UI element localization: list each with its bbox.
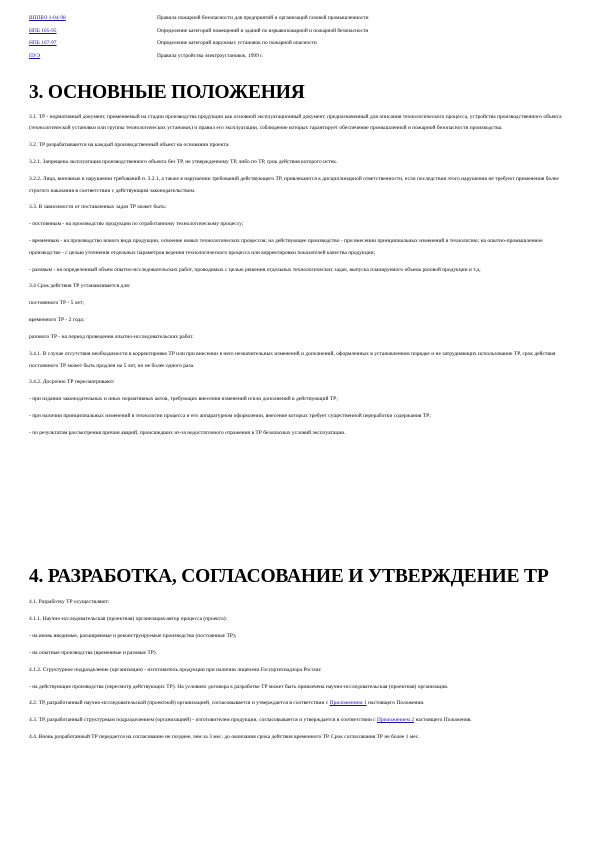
paragraph: 4.1.1. Научно-исследовательская (проектная) организация-автор процесса (проекта): bbox=[29, 615, 228, 622]
paragraph: постоянного ТР - 5 лет; bbox=[29, 300, 84, 307]
paragraph-text: 4.2. ТР, разработанный научно-исследовательской (проектной) организацией, согласовывается и утверждается в соответствии с bbox=[29, 700, 329, 707]
reference-row bbox=[29, 37, 566, 50]
reference-link[interactable]: ПУЭ bbox=[29, 52, 41, 59]
paragraph: 3.2.2. Лица, виновные в нарушении требований п. 3.2.1, а также в нарушении требований действующего ТР, привлекаются к дисциплинарной ответственности, если последствия этого нарушения не требуют применения более строгого наказания в соответствии с действующим законодательством. bbox=[29, 176, 559, 194]
paragraph: - на вновь вводимые, расширяемые и реконструируемые производства (постоянные ТР); bbox=[29, 632, 237, 639]
paragraph: - при наличии принципиальных изменений в технологии процесса и его аппаратурном оформлении, внесение которых требует существенной переработки содержания ТР; bbox=[29, 413, 431, 420]
reference-title: Определение категорий помещений и зданий по взрывопожарной и пожарной безопасности bbox=[157, 27, 369, 34]
reference-link[interactable]: НПБ 105-95 bbox=[29, 27, 57, 34]
paragraph: 4.1.2. Структурное подразделение (организация) - изготовитель продукции при наличии лицензии Госгортехнадзора России: bbox=[29, 666, 322, 673]
paragraph: 3.4.1. В случае отсутствия необходимости в корректировке ТР или при внесении в него незначительных изменений и дополнений, оформленных в установленном порядке и не затрудняющих использование ТР, срок действия постоянного ТР может быть продлен на 5 лет, но не более одного раза. bbox=[29, 351, 556, 369]
reference-row bbox=[29, 25, 566, 38]
paragraph: 4.1. Разработку ТР осуществляют: bbox=[29, 599, 110, 605]
paragraph bbox=[29, 698, 566, 709]
appendix-2-link[interactable]: Приложением 2 bbox=[376, 717, 415, 724]
paragraph: 3.4 Срок действия ТР устанавливается для: bbox=[29, 283, 131, 290]
reference-title: Правила устройства электроустановок, 1999 г. bbox=[157, 52, 264, 59]
paragraph: - разовым - на определенный объем опытно-исследовательских работ, проводимых с целью решения отдельных технологических задач, выпуска планируемого объема разовой продукции и т.д. bbox=[29, 266, 481, 273]
reference-title: Определение категорий наружных установок по пожарной опасности bbox=[157, 40, 317, 47]
appendix-1-link[interactable]: Приложением 1 bbox=[329, 700, 367, 707]
section-4-heading: 4. РАЗРАБОТКА, СОГЛАСОВАНИЕ И УТВЕРЖДЕНИЕ ТР bbox=[29, 566, 549, 587]
paragraph: - по результатам рассмотрения причин аварий, происшедших из-за недостаточного отражения в ТР безопасных условий эксплуатации. bbox=[29, 430, 346, 437]
paragraph: 3.2. ТР разрабатываются на каждый производственный объект на основании проекта. bbox=[29, 142, 230, 149]
paragraph-text: настоящего Положения. bbox=[368, 700, 425, 707]
paragraph: - на опытные производства (временные и разовые ТР). bbox=[29, 649, 157, 656]
section-3-body bbox=[29, 112, 566, 440]
paragraph: - постоянным - на производство продукции по отработанному технологическому процессу; bbox=[29, 221, 244, 228]
reference-link[interactable]: ВППБО 1-04-98 bbox=[29, 15, 66, 22]
paragraph: разового ТР - на период проведения опытно-исследовательских работ. bbox=[29, 334, 194, 341]
paragraph: - при издании законодательных и иных нормативных актов, требующих внесения изменений и/или дополнений в действующий ТР; bbox=[29, 396, 338, 403]
section-4-body bbox=[29, 597, 566, 744]
references-table bbox=[29, 12, 566, 62]
reference-row bbox=[29, 50, 566, 63]
paragraph: - временным - на производство нового вида продукции, освоение новых технологических процессов; на действующее производство - при внесении принципиальных изменений в технологию; на опытно-промышленное производство - с целью уточнения отдельных параметров ведения технологического процесса или корректировки показателей качества продукции; bbox=[29, 238, 543, 256]
reference-row bbox=[29, 12, 566, 25]
paragraph-text: 4.3. ТР, разработанный структурным подразделением (организацией) - изготовителем продукции, согласовывается и утверждается в соответствии с bbox=[29, 717, 376, 724]
reference-link[interactable]: НПБ 107-97 bbox=[29, 40, 57, 47]
paragraph-text: настоящего Положения. bbox=[415, 717, 472, 724]
paragraph: 3.2.1. Запрещена эксплуатация производственного объекта без ТР, не утвержденному ТР, либо по ТР, срок действия которого истек. bbox=[29, 159, 338, 166]
section-3-heading: 3. ОСНОВНЫЕ ПОЛОЖЕНИЯ bbox=[29, 82, 305, 103]
paragraph: 3.1. ТР - нормативный документ, применяемый на стадии производства продукции как основной эксплуатационный документ, предназначенный для описания технологического процесса, устройства производственного объекта (технологической установки или группы технологических установок) и правил его эксплуатации, соблюдение которых гарантирует обеспечение промышленной и пожарной безопасности производства. bbox=[29, 114, 562, 132]
paragraph: 3.3. В зависимости от поставленных задач ТР может быть: bbox=[29, 204, 167, 211]
paragraph: 4.4. Вновь разработанный ТР передается на согласование не позднее, чем за 3 мес. до окончания срока действия временного ТР. Срок согласования ТР не более 1 мес. bbox=[29, 734, 420, 741]
paragraph: - на действующие производства (пересмотр действующих ТР). На условиях договора к разработке ТР может быть привлечена научно-исследовательская (проектная) организация. bbox=[29, 683, 449, 690]
paragraph: 3.4.2. Досрочно ТР пересматривают: bbox=[29, 379, 115, 386]
paragraph: временного ТР - 2 года; bbox=[29, 317, 85, 324]
paragraph bbox=[29, 715, 566, 726]
reference-title: Правила пожарной безопасности для предприятий и организаций газовой промышленности bbox=[157, 15, 369, 22]
